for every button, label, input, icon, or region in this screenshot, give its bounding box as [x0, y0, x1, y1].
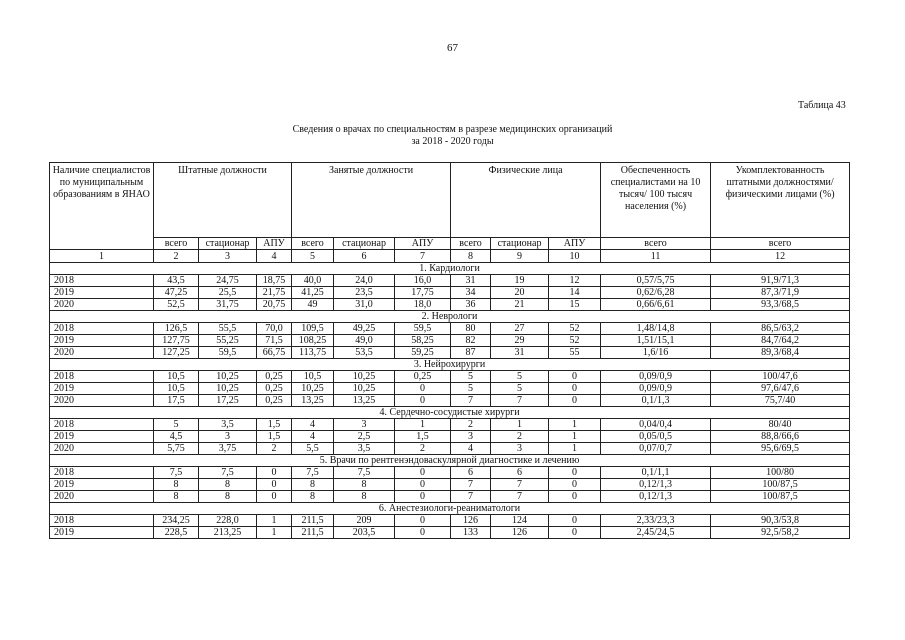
- table-cell: 1: [395, 419, 451, 431]
- table-cell: 228,0: [199, 515, 257, 527]
- table-cell: 2,45/24,5: [601, 527, 711, 539]
- subheader-cell: стационар: [491, 238, 549, 250]
- table-cell: 10,5: [154, 383, 199, 395]
- table-cell: 0: [257, 479, 292, 491]
- table-cell: 8: [292, 491, 334, 503]
- table-cell: 80/40: [711, 419, 850, 431]
- table-cell: 43,5: [154, 275, 199, 287]
- table-cell: 23,5: [334, 287, 395, 299]
- table-cell: 0: [549, 479, 601, 491]
- table-cell: 0: [395, 383, 451, 395]
- table-cell: 2: [257, 443, 292, 455]
- section-row: [50, 359, 850, 371]
- table-cell: 0,07/0,7: [601, 443, 711, 455]
- table-cell: 8: [334, 479, 395, 491]
- table-cell: 10,25: [199, 383, 257, 395]
- table-cell: 1,6/16: [601, 347, 711, 359]
- table-cell: 2: [451, 419, 491, 431]
- subheader-cell: АПУ: [257, 238, 292, 250]
- table-cell: 2: [491, 431, 549, 443]
- table-cell: 211,5: [292, 527, 334, 539]
- table-cell: 1,48/14,8: [601, 323, 711, 335]
- year-cell: 2019: [50, 431, 154, 443]
- table-cell: 0,25: [257, 383, 292, 395]
- table-cell: 10,5: [292, 371, 334, 383]
- table-cell: 1: [549, 431, 601, 443]
- table-cell: 59,5: [199, 347, 257, 359]
- table-cell: 10,5: [154, 371, 199, 383]
- table-cell: 0,1/1,1: [601, 467, 711, 479]
- table-row: [50, 299, 850, 311]
- table-cell: 24,75: [199, 275, 257, 287]
- table-cell: 31: [491, 347, 549, 359]
- table-cell: 1,5: [395, 431, 451, 443]
- table-cell: 7,5: [334, 467, 395, 479]
- table-cell: 7,5: [199, 467, 257, 479]
- table-cell: 8: [154, 491, 199, 503]
- table-cell: 0,66/6,61: [601, 299, 711, 311]
- table-cell: 91,9/71,3: [711, 275, 850, 287]
- section-row: [50, 263, 850, 275]
- section-title: 1. Кардиологи: [50, 263, 850, 275]
- table-cell: 3: [451, 431, 491, 443]
- table-cell: 3,5: [199, 419, 257, 431]
- table-cell: 100/87,5: [711, 491, 850, 503]
- table-cell: 55,5: [199, 323, 257, 335]
- year-cell: 2019: [50, 383, 154, 395]
- year-cell: 2018: [50, 371, 154, 383]
- section-row: [50, 455, 850, 467]
- table-cell: 8: [199, 479, 257, 491]
- year-cell: 2019: [50, 335, 154, 347]
- table-cell: 27: [491, 323, 549, 335]
- table-cell: 213,25: [199, 527, 257, 539]
- column-number-cell: 4: [257, 250, 292, 263]
- section-title: 2. Неврологи: [50, 311, 850, 323]
- table-cell: 0,09/0,9: [601, 383, 711, 395]
- table-cell: 127,25: [154, 347, 199, 359]
- table-cell: 49,0: [334, 335, 395, 347]
- table-cell: 0,04/0,4: [601, 419, 711, 431]
- table-cell: 10,25: [334, 371, 395, 383]
- table-cell: 0,25: [395, 371, 451, 383]
- table-cell: 1: [549, 419, 601, 431]
- table-row: [50, 527, 850, 539]
- table-cell: 20,75: [257, 299, 292, 311]
- table-cell: 4: [292, 419, 334, 431]
- section-title: 3. Нейрохирурги: [50, 359, 850, 371]
- table-cell: 25,5: [199, 287, 257, 299]
- year-cell: 2018: [50, 323, 154, 335]
- year-cell: 2018: [50, 515, 154, 527]
- table-row: [50, 347, 850, 359]
- table-cell: 0: [549, 395, 601, 407]
- section-row: [50, 503, 850, 515]
- table-cell: 31: [451, 275, 491, 287]
- table-row: [50, 275, 850, 287]
- year-cell: 2018: [50, 419, 154, 431]
- year-cell: 2019: [50, 287, 154, 299]
- table-cell: 0: [395, 527, 451, 539]
- table-cell: 36: [451, 299, 491, 311]
- table-cell: 0: [395, 491, 451, 503]
- table-cell: 0: [549, 371, 601, 383]
- table-cell: 126,5: [154, 323, 199, 335]
- subheader-cell: всего: [154, 238, 199, 250]
- column-number-cell: 9: [491, 250, 549, 263]
- table-cell: 7: [491, 491, 549, 503]
- table-cell: 31,0: [334, 299, 395, 311]
- header-row-main: [50, 163, 850, 238]
- year-cell: 2020: [50, 347, 154, 359]
- table-cell: 10,25: [334, 383, 395, 395]
- table-cell: 82: [451, 335, 491, 347]
- table-cell: 124: [491, 515, 549, 527]
- table-cell: 8: [292, 479, 334, 491]
- year-cell: 2018: [50, 467, 154, 479]
- table-cell: 52: [549, 323, 601, 335]
- table-cell: 0: [395, 395, 451, 407]
- table-cell: 13,25: [292, 395, 334, 407]
- table-cell: 55: [549, 347, 601, 359]
- header-persons: Физические лица: [451, 163, 601, 238]
- table-cell: 5,5: [292, 443, 334, 455]
- table-cell: 108,25: [292, 335, 334, 347]
- header-provision: Обеспеченность специалистами на 10 тысяч/ 100 тысяч населения (%): [601, 163, 711, 238]
- table-cell: 0,12/1,3: [601, 491, 711, 503]
- section-title: 4. Сердечно-сосудистые хирурги: [50, 407, 850, 419]
- table-cell: 17,5: [154, 395, 199, 407]
- table-cell: 19: [491, 275, 549, 287]
- header-staffing: Укомплектованность штатными должностями/ физическими лицами (%): [711, 163, 850, 238]
- table-cell: 8: [199, 491, 257, 503]
- table-cell: 75,7/40: [711, 395, 850, 407]
- table-row: [50, 371, 850, 383]
- table-cell: 90,3/53,8: [711, 515, 850, 527]
- table-cell: 17,25: [199, 395, 257, 407]
- table-cell: 52: [549, 335, 601, 347]
- table-cell: 5: [451, 371, 491, 383]
- table-cell: 58,25: [395, 335, 451, 347]
- table-cell: 6: [451, 467, 491, 479]
- table-cell: 84,7/64,2: [711, 335, 850, 347]
- table-cell: 6: [491, 467, 549, 479]
- table-cell: 126: [451, 515, 491, 527]
- table-cell: 113,75: [292, 347, 334, 359]
- table-row: [50, 287, 850, 299]
- table-cell: 3: [491, 443, 549, 455]
- table-cell: 7: [491, 479, 549, 491]
- table-cell: 55,25: [199, 335, 257, 347]
- table-cell: 3: [199, 431, 257, 443]
- year-cell: 2020: [50, 299, 154, 311]
- table-cell: 13,25: [334, 395, 395, 407]
- table-cell: 18,75: [257, 275, 292, 287]
- subheader-cell: стационар: [334, 238, 395, 250]
- table-cell: 5: [451, 383, 491, 395]
- table-cell: 0: [395, 467, 451, 479]
- table-cell: 0,25: [257, 371, 292, 383]
- table-cell: 18,0: [395, 299, 451, 311]
- table-row: [50, 443, 850, 455]
- table-cell: 5,75: [154, 443, 199, 455]
- table-cell: 66,75: [257, 347, 292, 359]
- subheader-cell: АПУ: [395, 238, 451, 250]
- table-cell: 0: [395, 479, 451, 491]
- column-number-cell: 5: [292, 250, 334, 263]
- table-cell: 1,51/15,1: [601, 335, 711, 347]
- subheader-cell: АПУ: [549, 238, 601, 250]
- section-row: [50, 407, 850, 419]
- table-cell: 100/47,6: [711, 371, 850, 383]
- table-row: [50, 383, 850, 395]
- table-cell: 80: [451, 323, 491, 335]
- table-cell: 7: [451, 491, 491, 503]
- table-cell: 21: [491, 299, 549, 311]
- table-cell: 34: [451, 287, 491, 299]
- table-cell: 49: [292, 299, 334, 311]
- table-cell: 86,5/63,2: [711, 323, 850, 335]
- table-cell: 21,75: [257, 287, 292, 299]
- table-cell: 17,75: [395, 287, 451, 299]
- subheader-cell: всего: [711, 238, 850, 250]
- table-cell: 7,5: [154, 467, 199, 479]
- table-cell: 127,75: [154, 335, 199, 347]
- section-row: [50, 311, 850, 323]
- table-row: [50, 467, 850, 479]
- table-cell: 15: [549, 299, 601, 311]
- table-cell: 228,5: [154, 527, 199, 539]
- column-number-cell: 1: [50, 250, 154, 263]
- table-cell: 0,09/0,9: [601, 371, 711, 383]
- table-cell: 7: [491, 395, 549, 407]
- table-cell: 0: [549, 515, 601, 527]
- table-cell: 109,5: [292, 323, 334, 335]
- year-cell: 2020: [50, 491, 154, 503]
- table-cell: 87: [451, 347, 491, 359]
- table-cell: 3,5: [334, 443, 395, 455]
- table-cell: 71,5: [257, 335, 292, 347]
- table-row: [50, 431, 850, 443]
- table-cell: 0: [549, 491, 601, 503]
- table-cell: 16,0: [395, 275, 451, 287]
- year-cell: 2019: [50, 479, 154, 491]
- subheader-cell: всего: [292, 238, 334, 250]
- table-cell: 3: [334, 419, 395, 431]
- table-cell: 2: [395, 443, 451, 455]
- table-cell: 47,25: [154, 287, 199, 299]
- table-cell: 2,33/23,3: [601, 515, 711, 527]
- section-title: 5. Врачи по рентгенэндоваскулярной диагностике и лечению: [50, 455, 850, 467]
- table-cell: 203,5: [334, 527, 395, 539]
- table-body: [50, 263, 850, 539]
- table-cell: 29: [491, 335, 549, 347]
- table-cell: 0,05/0,5: [601, 431, 711, 443]
- table-cell: 41,25: [292, 287, 334, 299]
- table-row: [50, 335, 850, 347]
- header-row-sub: [50, 238, 850, 250]
- year-cell: 2018: [50, 275, 154, 287]
- header-col1: Наличие специалистов по муниципальным образованиям в ЯНАО: [50, 163, 154, 250]
- table-cell: 209: [334, 515, 395, 527]
- table-cell: 0: [395, 515, 451, 527]
- table-cell: 92,5/58,2: [711, 527, 850, 539]
- table-title: [0, 124, 905, 148]
- table-cell: 89,3/68,4: [711, 347, 850, 359]
- table-cell: 88,8/66,6: [711, 431, 850, 443]
- table-cell: 8: [334, 491, 395, 503]
- column-number-row: [50, 250, 850, 263]
- table-cell: 4: [451, 443, 491, 455]
- table-cell: 7,5: [292, 467, 334, 479]
- table-row: [50, 515, 850, 527]
- section-title: 6. Анестезиологи-реаниматологи: [50, 503, 850, 515]
- table-cell: 126: [491, 527, 549, 539]
- column-number-cell: 10: [549, 250, 601, 263]
- year-cell: 2020: [50, 395, 154, 407]
- column-number-cell: 8: [451, 250, 491, 263]
- table-cell: 14: [549, 287, 601, 299]
- table-cell: 10,25: [199, 371, 257, 383]
- table-cell: 2,5: [334, 431, 395, 443]
- table-cell: 70,0: [257, 323, 292, 335]
- table-cell: 53,5: [334, 347, 395, 359]
- table-cell: 12: [549, 275, 601, 287]
- table-row: [50, 419, 850, 431]
- page-number: 67: [447, 42, 458, 54]
- table-cell: 87,3/71,9: [711, 287, 850, 299]
- table-cell: 5: [154, 419, 199, 431]
- table-cell: 49,25: [334, 323, 395, 335]
- table-cell: 133: [451, 527, 491, 539]
- table-cell: 31,75: [199, 299, 257, 311]
- subheader-cell: всего: [601, 238, 711, 250]
- table-cell: 5: [491, 383, 549, 395]
- table-cell: 7: [451, 395, 491, 407]
- table-cell: 59,5: [395, 323, 451, 335]
- table-cell: 0,25: [257, 395, 292, 407]
- table-row: [50, 479, 850, 491]
- table-cell: 1: [257, 515, 292, 527]
- table-cell: 0: [549, 467, 601, 479]
- table-cell: 93,3/68,5: [711, 299, 850, 311]
- table-cell: 20: [491, 287, 549, 299]
- table-cell: 0: [549, 527, 601, 539]
- table-label: Таблица 43: [798, 100, 846, 111]
- table-cell: 59,25: [395, 347, 451, 359]
- table-cell: 1,5: [257, 419, 292, 431]
- year-cell: 2019: [50, 527, 154, 539]
- table-cell: 100/87,5: [711, 479, 850, 491]
- table-cell: 0,1/1,3: [601, 395, 711, 407]
- table-cell: 0: [257, 491, 292, 503]
- column-number-cell: 6: [334, 250, 395, 263]
- table-cell: 52,5: [154, 299, 199, 311]
- column-number-cell: 7: [395, 250, 451, 263]
- table-cell: 1,5: [257, 431, 292, 443]
- column-number-cell: 3: [199, 250, 257, 263]
- table-cell: 1: [257, 527, 292, 539]
- subheader-cell: всего: [451, 238, 491, 250]
- table-cell: 1: [491, 419, 549, 431]
- table-cell: 0,12/1,3: [601, 479, 711, 491]
- header-staff: Штатные должности: [154, 163, 292, 238]
- table-cell: 0,62/6,28: [601, 287, 711, 299]
- column-number-cell: 2: [154, 250, 199, 263]
- subheader-cell: стационар: [199, 238, 257, 250]
- table-cell: 8: [154, 479, 199, 491]
- table-cell: 24,0: [334, 275, 395, 287]
- table-cell: 234,25: [154, 515, 199, 527]
- table-cell: 0: [257, 467, 292, 479]
- table-row: [50, 395, 850, 407]
- table-row: [50, 491, 850, 503]
- table-cell: 0: [549, 383, 601, 395]
- table-cell: 100/80: [711, 467, 850, 479]
- table-cell: 1: [549, 443, 601, 455]
- table-cell: 97,6/47,6: [711, 383, 850, 395]
- doctors-table: [49, 162, 850, 539]
- year-cell: 2020: [50, 443, 154, 455]
- header-occupied: Занятые должности: [292, 163, 451, 238]
- table-row: [50, 323, 850, 335]
- table-cell: 3,75: [199, 443, 257, 455]
- column-number-cell: 11: [601, 250, 711, 263]
- table-title-line2: за 2018 - 2020 годы: [411, 136, 494, 147]
- table-cell: 10,25: [292, 383, 334, 395]
- column-number-cell: 12: [711, 250, 850, 263]
- table-cell: 95,6/69,5: [711, 443, 850, 455]
- table-title-line1: Сведения о врачах по специальностям в разрезе медицинских организаций: [292, 124, 613, 135]
- table-cell: 40,0: [292, 275, 334, 287]
- table-cell: 7: [451, 479, 491, 491]
- table-cell: 5: [491, 371, 549, 383]
- table-cell: 211,5: [292, 515, 334, 527]
- table-cell: 4,5: [154, 431, 199, 443]
- table-cell: 0,57/5,75: [601, 275, 711, 287]
- table-cell: 4: [292, 431, 334, 443]
